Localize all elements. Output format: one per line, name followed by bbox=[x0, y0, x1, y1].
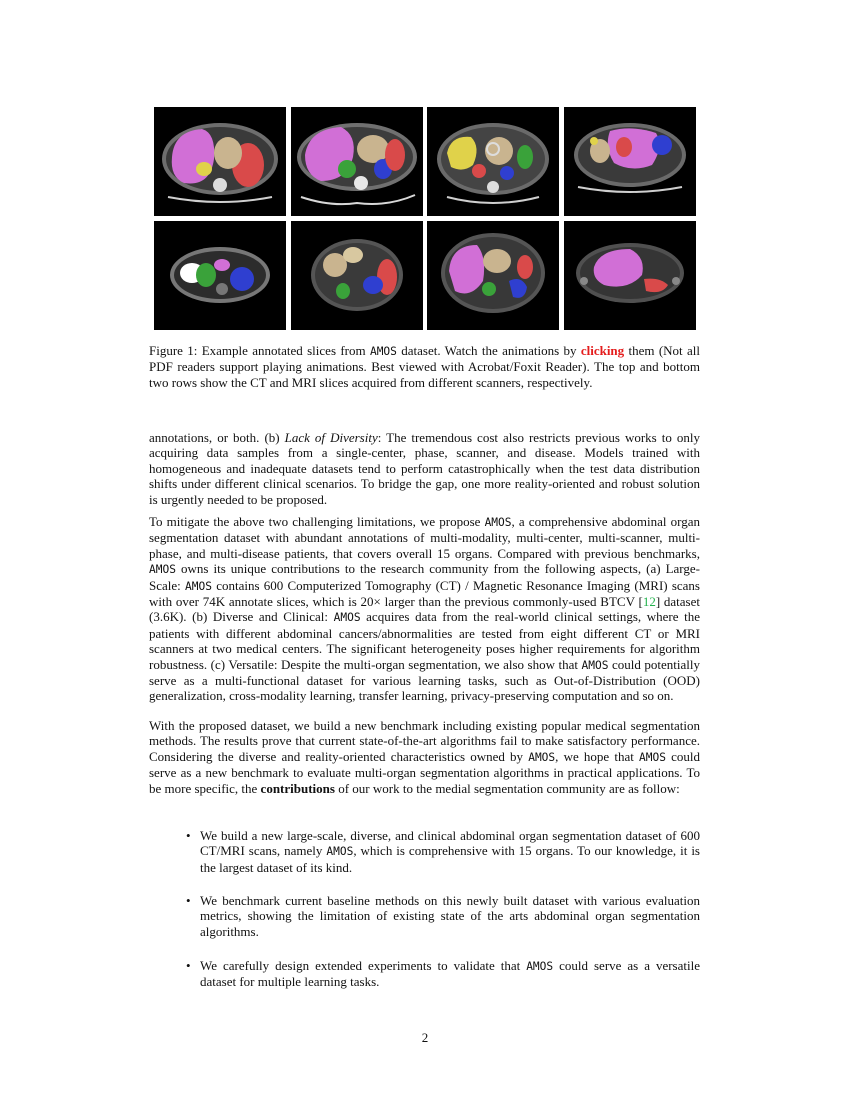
list-item bbox=[186, 828, 700, 875]
p2-text-2: , a comprehensive abdominal organ segmentation dataset with abundant annotations of multi-modality, multi-center, multi-scanner, multi-phase, and multi-disease patients, that covers overall 15 organs. Compared with previous benchmarks, bbox=[149, 514, 700, 561]
citation-link-12[interactable]: 12 bbox=[642, 594, 656, 610]
p1-emphasis: Lack of Diversity bbox=[284, 430, 378, 445]
p3-amos-2: AMOS bbox=[639, 750, 666, 764]
p1-text-2: : The tremendous cost also restricts previous works to only acquiring data samples from a single-center, phase, scanner, and disease. Models trained with homogeneous and inadequate datasets tend to perform catastrophically when the test data distribution shifts under different clinical scenarios. To bridge the gap, one more reality-oriented and robust solution is urgently needed to be proposed. bbox=[149, 430, 700, 507]
p2-amos-5: AMOS bbox=[581, 658, 609, 672]
p2-text-1: To mitigate the above two challenging limitations, we propose bbox=[149, 514, 485, 529]
p3-amos-1: AMOS bbox=[528, 750, 556, 764]
p2-amos-2: AMOS bbox=[149, 563, 176, 577]
mri-slice-2[interactable] bbox=[291, 221, 423, 330]
bullet-symbol: • bbox=[186, 828, 191, 843]
ct-slice-4[interactable] bbox=[564, 107, 696, 216]
b1-text-1: We build a new large-scale, diverse, and clinical abdominal organ segmentation dataset of 600 CT/MRI scans, namely bbox=[200, 828, 700, 859]
b3-text-2: could serve as a versatile dataset for multiple learning tasks. bbox=[200, 958, 700, 990]
list-item bbox=[186, 958, 700, 990]
p3-text-1: With the proposed dataset, we build a new benchmark including existing popular medical segmentation methods. The results prove that current state-of-the-art algorithms fail to make satisfactory performance. Considering the diverse and reality-oriented characteristics owned by bbox=[149, 718, 700, 764]
p2-text-6: acquires data from the real-world clinical settings, where the patients with different abdominal cancers/abnormalities are tested from eight different CT or MRI scanners at two medical centers. The significant heterogeneity poses higher requirements for algorithm robustness. (c) Versatile: Despite the multi-organ segmentation, we also show that bbox=[149, 609, 700, 672]
paragraph-benchmark bbox=[149, 718, 700, 796]
b2-text-1: We benchmark current baseline methods on this newly built dataset with various evaluation metrics, showing the limitation of existing state of the arts abdominal organ segmentation algorithms. bbox=[200, 893, 700, 939]
p2-text-3: owns its unique contributions to the research community from the following aspects, (a) Large-Scale: bbox=[149, 561, 700, 593]
p3-text-4: of our work to the medial segmentation community are as follow: bbox=[334, 780, 680, 796]
list-item bbox=[186, 893, 700, 939]
paragraph-lack-of-diversity bbox=[149, 430, 700, 507]
b1-amos: AMOS bbox=[326, 845, 354, 859]
bullet-symbol: • bbox=[186, 893, 191, 908]
p1-text-1: annotations, or both. (b) bbox=[149, 430, 285, 445]
p2-text-5: ] dataset (3.6K). (b) Diverse and Clinical: bbox=[149, 594, 700, 625]
p2-text-7: could potentially serve as a multi-functional dataset for various learning tasks, such as Out-of-Distribution (OOD) generalization, cross-modality learning, transfer learning, privacy-preserving computation and so on. bbox=[149, 656, 700, 704]
p2-text-4: contains 600 Computerized Tomography (CT) / Magnetic Resonance Imaging (MRI) scans with over 74K annotate slices, which is 20× larger than the previous commonly-used BTCV [ bbox=[149, 577, 700, 610]
b3-text-1: We carefully design extended experiments to validate that bbox=[200, 958, 527, 973]
p2-amos-1: AMOS bbox=[484, 516, 512, 529]
paragraph-propose-amos bbox=[149, 514, 700, 704]
caption-mid: dataset. Watch the animations by bbox=[396, 343, 581, 358]
p3-contributions-bold: contributions bbox=[260, 780, 335, 796]
b1-text-2: , which is comprehensive with 15 organs. To our knowledge, it is the largest dataset of its kind. bbox=[200, 843, 700, 875]
ct-slice-2[interactable] bbox=[291, 107, 423, 216]
p3-text-3: could serve as a new benchmark to evaluate multi-organ segmentation algorithms in practical applications. To be more specific, the bbox=[149, 748, 701, 796]
p2-amos-3: AMOS bbox=[185, 579, 212, 593]
b3-amos: AMOS bbox=[526, 960, 554, 973]
mri-slice-1[interactable] bbox=[154, 221, 286, 330]
page-number: 2 bbox=[421, 1030, 429, 1045]
figure-1-caption bbox=[149, 343, 700, 390]
clicking-link[interactable]: clicking bbox=[580, 343, 625, 358]
ct-slice-1[interactable] bbox=[154, 107, 286, 216]
ct-slice-3[interactable] bbox=[427, 107, 559, 216]
figure-1-scan-grid[interactable] bbox=[154, 107, 696, 331]
p2-amos-4: AMOS bbox=[333, 611, 361, 625]
caption-label: Figure 1: Example annotated slices from bbox=[149, 343, 370, 358]
mri-slice-3[interactable] bbox=[427, 221, 559, 330]
bullet-symbol: • bbox=[186, 958, 191, 973]
caption-rest: them (Not all PDF readers support playing animations. Best viewed with Acrobat/Foxit Reader). The top and bottom two rows show the CT and MRI slices acquired from different scanners, respectively. bbox=[149, 343, 700, 390]
p3-text-2: , we hope that bbox=[555, 748, 639, 764]
mri-slice-4[interactable] bbox=[564, 221, 696, 330]
caption-amos: AMOS bbox=[369, 345, 397, 358]
